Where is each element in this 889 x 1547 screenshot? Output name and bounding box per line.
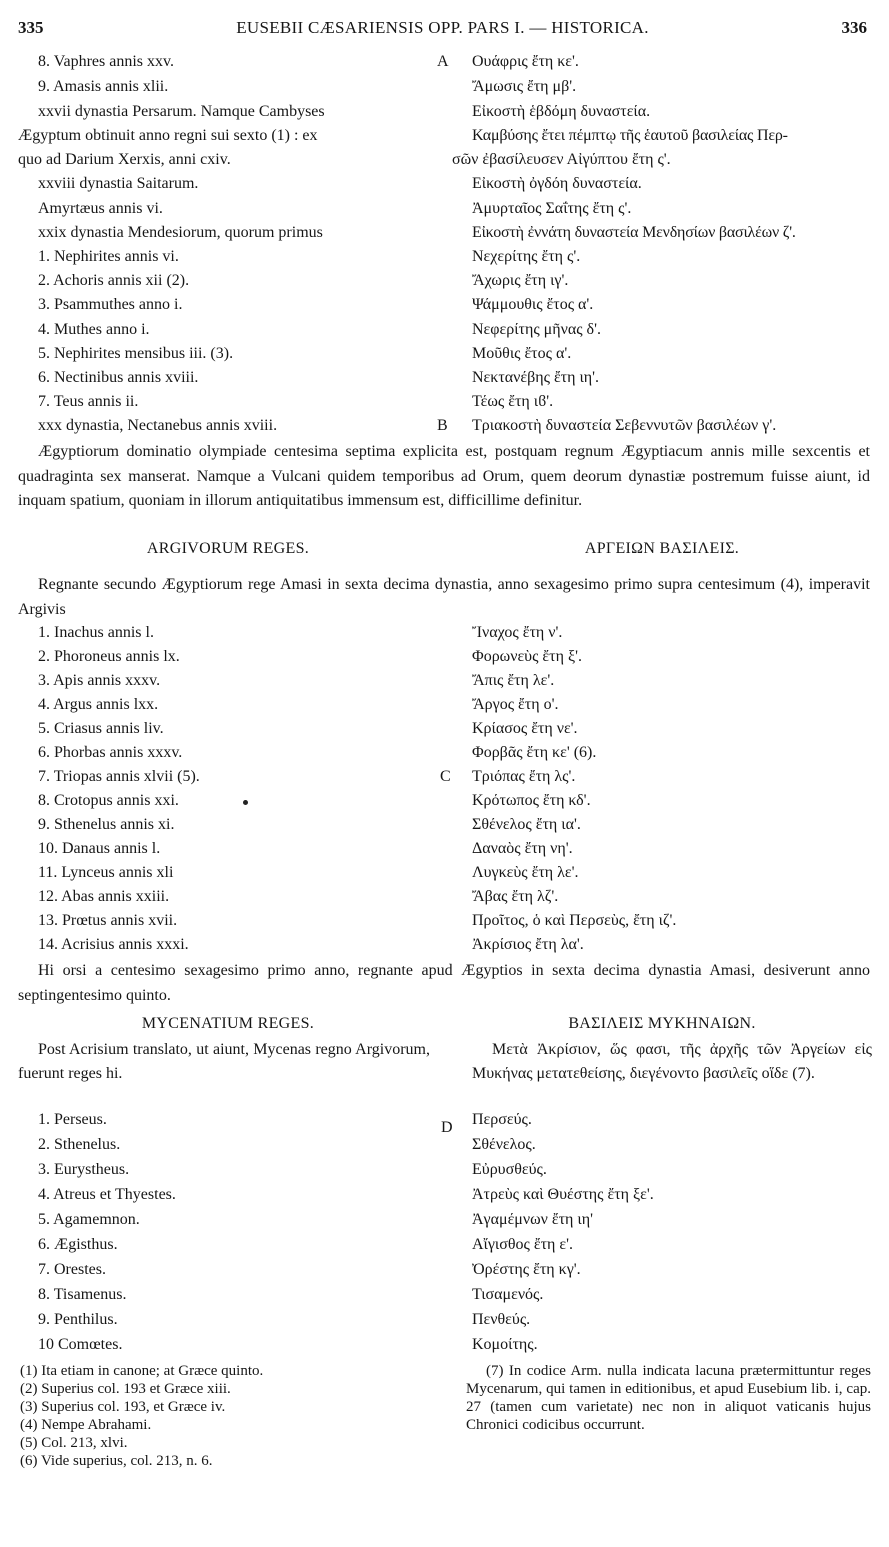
running-title: EUSEBII CÆSARIENSIS OPP. PARS I. — HISTORICA. <box>236 18 649 37</box>
egypt-greek-line: Μοῦθις ἔτος α'. <box>472 345 572 362</box>
argivi-greek-line: Κρότωπος ἔτη κδ'. <box>472 792 591 809</box>
mycenae-greek-line: Σθένελος. <box>472 1136 536 1153</box>
mycenae-latin-line: 1. Perseus. <box>38 1111 107 1128</box>
mycenae-latin-line: 5. Agamemnon. <box>38 1211 140 1228</box>
page-number-left: 335 <box>18 18 44 37</box>
mycenae-latin-line: 6. Ægisthus. <box>38 1236 118 1253</box>
ink-speck <box>243 800 248 805</box>
mycenae-greek-line: Αἴγισθος ἔτη ε'. <box>472 1236 573 1253</box>
mycenae-greek-line: Ὀρέστης ἔτη κγ'. <box>472 1261 581 1278</box>
argivi-greek-line: Ἄβας ἔτη λζ'. <box>472 888 559 905</box>
margin-letter-b: B <box>437 417 448 434</box>
mycenae-latin-line: 10 Comœtes. <box>38 1336 123 1353</box>
egypt-latin-line: Amyrtæus annis vi. <box>38 200 163 217</box>
footnote: (4) Nempe Abrahami. <box>20 1417 152 1433</box>
egypt-greek-line: Ἄχωρις ἔτη ιγ'. <box>472 272 569 289</box>
argivi-greek-line: Ἄργος ἔτη ο'. <box>472 696 559 713</box>
egypt-latin-line: quo ad Darium Xerxis, anni cxiv. <box>18 151 231 168</box>
running-header <box>18 18 867 40</box>
egypt-greek-line: Καμβύσης ἔτει πέμπτῳ τῆς ἑαυτοῦ βασιλείας Περ- <box>472 127 788 144</box>
argivi-latin-line: 11. Lynceus annis xli <box>38 864 174 881</box>
egypt-latin-line: 3. Psammuthes anno i. <box>38 296 183 313</box>
argivi-greek-line: Ἀκρίσιος ἔτη λα'. <box>472 936 584 953</box>
argivi-greek-line: Σθένελος ἔτη ια'. <box>472 816 581 833</box>
mycenae-greek-line: Ἀγαμέμνων ἔτη ιη' <box>472 1211 593 1228</box>
page-number-right: 336 <box>841 18 867 37</box>
mycenae-latin-line: 7. Orestes. <box>38 1261 106 1278</box>
egypt-latin-line: xxviii dynastia Saitarum. <box>38 175 199 192</box>
argivi-latin-line: 1. Inachus annis l. <box>38 624 154 641</box>
egypt-greek-line: Νεκτανέβης ἔτη ιη'. <box>472 369 600 386</box>
footnote: (2) Superius col. 193 et Græce xiii. <box>20 1381 231 1397</box>
argivi-latin-line: 3. Apis annis xxxv. <box>38 672 161 689</box>
egypt-latin-line: Ægyptum obtinuit anno regni sui sexto (1) : ex <box>18 127 318 144</box>
egypt-latin-line: xxix dynastia Mendesiorum, quorum primus <box>38 224 323 241</box>
egypt-greek-line: Ἀμυρταῖος Σαΐτης ἔτη ς'. <box>472 200 632 217</box>
mycenae-greek-line: Τισαμενός. <box>472 1286 544 1303</box>
margin-letter-c: C <box>440 768 451 785</box>
egypt-greek-line: Εἰκοστὴ ἑβδόμη δυναστεία. <box>472 103 651 120</box>
argivi-latin-line: 4. Argus annis lxx. <box>38 696 159 713</box>
argivi-latin-line: 12. Abas annis xxiii. <box>38 888 170 905</box>
egypt-greek-line: Τριακοστὴ δυναστεία Σεβεννυτῶν βασιλέων γ'. <box>472 417 777 434</box>
mycenae-greek-line: Εὐρυσθεύς. <box>472 1161 547 1178</box>
egypt-closing-paragraph: Ægyptiorum dominatio olympiade centesima septima explicita est, postquam regnum Ægyptiacum annis mille sexcentis et quadraginta sex manserat. Namque a Vulcani quidem temporibus ad Orum, quem deorum dynastiæ postremum fuisse aiunt, id inquam spatium, quoniam in illorum antiquitatibus immensum est, difficillime definitur. <box>18 443 870 509</box>
argivi-latin-line: 2. Phoroneus annis lx. <box>38 648 180 665</box>
footnote: (1) Ita etiam in canone; at Græce quinto. <box>20 1363 264 1379</box>
egypt-latin-line: xxvii dynastia Persarum. Namque Cambyses <box>38 103 325 120</box>
mycenae-intro-greek: Μετὰ Ἀκρίσιον, ὥς φασι, τῆς ἀρχῆς τῶν Ἀργείων εἰς Μυκήνας μετατεθείσης, διεγένοντο βασιλεῖς οἵδε (7). <box>472 1041 872 1082</box>
egypt-greek-line: Νεφερίτης μῆνας δ'. <box>472 321 601 338</box>
egypt-latin-line: 1. Nephirites annis vi. <box>38 248 179 265</box>
egypt-latin-line: 6. Nectinibus annis xviii. <box>38 369 199 386</box>
egypt-greek-line: Εἰκοστὴ ὀγδόη δυναστεία. <box>472 175 642 192</box>
egypt-latin-line: 8. Vaphres annis xxv. <box>38 53 174 70</box>
mycenae-latin-line: 3. Eurystheus. <box>38 1161 130 1178</box>
argivi-greek-line: Προῖτος, ὁ καὶ Περσεὺς, ἔτη ιζ'. <box>472 912 677 929</box>
footnote: (6) Vide superius, col. 213, n. 6. <box>20 1453 213 1469</box>
mycenae-greek-line: Ἀτρεὺς καὶ Θυέστης ἔτη ξε'. <box>472 1186 654 1203</box>
argivi-greek-line: Φορωνεὺς ἔτη ξ'. <box>472 648 582 665</box>
egypt-latin-line: 2. Achoris annis xii (2). <box>38 272 190 289</box>
egypt-latin-line: 5. Nephirites mensibus iii. (3). <box>38 345 234 362</box>
egypt-greek-line: Ψάμμουθις ἔτος α'. <box>472 296 594 313</box>
egypt-greek-line: Ἄμωσις ἔτη μβ'. <box>472 78 577 95</box>
mycenae-latin-line: 2. Sthenelus. <box>38 1136 121 1153</box>
argivi-latin-line: 13. Prœtus annis xvii. <box>38 912 178 929</box>
argivi-greek-line: Κρίασος ἔτη νε'. <box>472 720 578 737</box>
egypt-greek-line: Τέως ἔτη ιϐ'. <box>472 393 554 410</box>
argivi-latin-line: 6. Phorbas annis xxxv. <box>38 744 183 761</box>
egypt-latin-line: xxx dynastia, Nectanebus annis xviii. <box>38 417 278 434</box>
argivi-greek-line: Τριόπας ἔτη λς'. <box>472 768 576 785</box>
argivi-latin-line: 9. Sthenelus annis xi. <box>38 816 175 833</box>
argivi-closing-paragraph: Hi orsi a centesimo sexagesimo primo anno, regnante apud Ægyptios in sexta decima dynastia Amasi, desiverunt anno septingentesimo quinto. <box>18 962 870 1004</box>
heading-mycenatium-reges: MYCENATIUM REGES. <box>141 1015 315 1032</box>
mycenae-intro-latin: Post Acrisium translato, ut aiunt, Mycenas regno Argivorum, fuerunt reges hi. <box>18 1041 430 1082</box>
argivi-greek-line: Δαναὸς ἔτη νη'. <box>472 840 573 857</box>
margin-letter-d: D <box>441 1119 453 1136</box>
heading-argivorum-reges: ARGIVORUM REGES. <box>146 540 310 557</box>
argivi-latin-line: 5. Criasus annis liv. <box>38 720 164 737</box>
argivi-intro-paragraph: Regnante secundo Ægyptiorum rege Amasi in sexta decima dynastia, anno sexagesimo primo supra centesimum (4), imperavit Argivis <box>18 576 870 618</box>
egypt-latin-line: 7. Teus annis ii. <box>38 393 139 410</box>
argivi-latin-line: 7. Triopas annis xlvii (5). <box>38 768 200 785</box>
footnote-7: (7) In codice Arm. nulla indicata lacuna prætermittuntur reges Mycenarum, qui tamen in editionibus, et apud Eusebium lib. i, cap. 27 (tamen cum varietate) nec non in aliquot vaticanis hujus Chronici codicibus occurrunt. <box>466 1363 871 1433</box>
mycenae-greek-line: Πενθεύς. <box>472 1311 531 1328</box>
heading-argeion-basileis: ΑΡΓΕΙΩΝ ΒΑΣΙΛΕΙΣ. <box>584 540 740 557</box>
argivi-latin-line: 10. Danaus annis l. <box>38 840 161 857</box>
mycenae-latin-line: 8. Tisamenus. <box>38 1286 127 1303</box>
argivi-latin-line: 14. Acrisius annis xxxi. <box>38 936 189 953</box>
footnote: (5) Col. 213, xlvi. <box>20 1435 128 1451</box>
argivi-greek-line: Φορβᾶς ἔτη κε' (6). <box>472 744 597 761</box>
egypt-latin-line: 9. Amasis annis xlii. <box>38 78 169 95</box>
mycenae-latin-line: 4. Atreus et Thyestes. <box>38 1186 176 1203</box>
footnote: (3) Superius col. 193, et Græce iv. <box>20 1399 226 1415</box>
argivi-greek-line: Ἴναχος ἔτη ν'. <box>472 624 563 641</box>
argivi-greek-line: Λυγκεὺς ἔτη λε'. <box>472 864 579 881</box>
mycenae-greek-line: Περσεύς. <box>472 1111 532 1128</box>
egypt-greek-line: Ουάφρις ἔτη κε'. <box>472 53 579 70</box>
mycenae-greek-line: Κομοίτης. <box>472 1336 538 1353</box>
argivi-latin-line: 8. Crotopus annis xxi. <box>38 792 179 809</box>
egypt-greek-line: Εἰκοστὴ ἐννάτη δυναστεία Μενδησίων βασιλέων ζ'. <box>472 224 796 241</box>
margin-letter-a: A <box>437 53 449 70</box>
egypt-latin-line: 4. Muthes anno i. <box>38 321 150 338</box>
mycenae-latin-line: 9. Penthilus. <box>38 1311 118 1328</box>
egypt-greek-line: Νεχερίτης ἔτη ς'. <box>472 248 581 265</box>
argivi-greek-line: Ἄπις ἔτη λε'. <box>472 672 555 689</box>
egypt-greek-line: σῶν ἐβασίλευσεν Αἰγύπτου ἔτη ς'. <box>452 151 671 168</box>
heading-basileis-mykenaion: ΒΑΣΙΛΕΙΣ ΜΥΚΗΝΑΙΩΝ. <box>568 1015 756 1032</box>
